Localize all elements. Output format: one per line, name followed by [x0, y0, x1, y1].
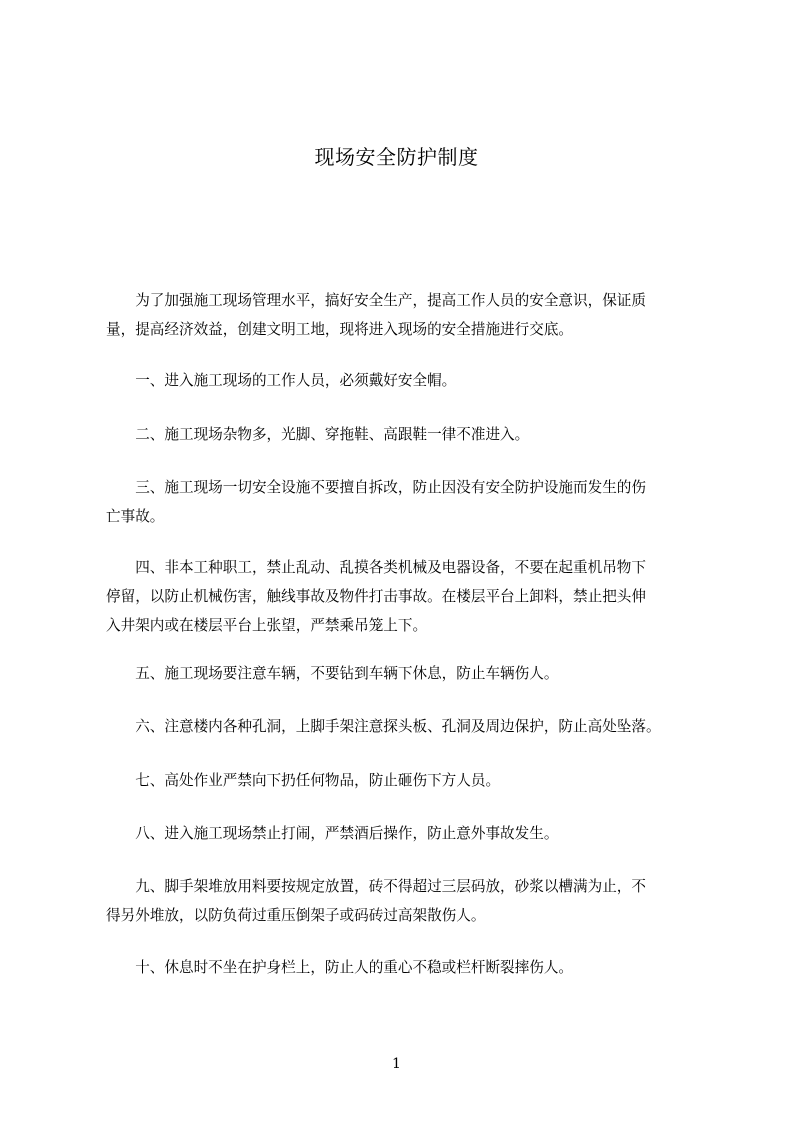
- paragraph-line: 二、施工现场杂物多，光脚、穿拖鞋、高跟鞋一律不准进入。: [106, 426, 530, 443]
- paragraph-line: 九、脚手架堆放用料要按规定放置，砖不得超过三层码放，砂浆以槽满为止，不: [106, 878, 646, 895]
- paragraph-line: 三、施工现场一切安全设施不要擅自拆改，防止因没有安全防护设施而发生的伤: [106, 479, 646, 496]
- paragraph-rule-4: [106, 553, 702, 640]
- paragraph-rule-5: [106, 659, 702, 688]
- paragraph-line: 入井架内或在楼层平台上张望，严禁乘吊笼上下。: [106, 617, 428, 634]
- paragraph-rule-8: [106, 819, 702, 848]
- paragraph-rule-2: [106, 420, 702, 449]
- paragraph-line: 六、注意楼内各种孔洞，上脚手架注意探头板、孔洞及周边保护，防止高处坠落。: [106, 718, 661, 735]
- paragraph-line: 得另外堆放，以防负荷过重压倒架子或码砖过高架散伤人。: [106, 907, 486, 924]
- paragraph-line: 四、非本工种职工，禁止乱动、乱摸各类机械及电器设备，不要在起重机吊物下: [106, 559, 646, 576]
- paragraph-rule-6: [106, 712, 702, 741]
- paragraph-rule-1: [106, 366, 702, 395]
- paragraph-rule-3: [106, 473, 702, 531]
- paragraph-line: 七、高处作业严禁向下扔任何物品，防止砸伤下方人员。: [106, 772, 501, 789]
- paragraph-line: 五、施工现场要注意车辆，不要钻到车辆下休息，防止车辆伤人。: [106, 665, 559, 682]
- paragraph-line: 亡事故。: [106, 508, 165, 525]
- paragraph-rule-9: [106, 872, 702, 930]
- paragraph-line: 一、进入施工现场的工作人员，必须戴好安全帽。: [106, 372, 457, 389]
- paragraph-line: 量，提高经济效益，创建文明工地，现将进入现场的安全措施进行交底。: [106, 321, 574, 338]
- paragraph-rule-7: [106, 766, 702, 795]
- paragraph-rule-10: [106, 953, 702, 982]
- paragraph-line: 八、进入施工现场禁止打闹，严禁酒后操作，防止意外事故发生。: [106, 825, 559, 842]
- paragraph-line: 为了加强施工现场管理水平，搞好安全生产，提高工作人员的安全意识，保证质: [106, 292, 646, 309]
- page-number: 1: [392, 1056, 401, 1072]
- document-title: 现场安全防护制度: [314, 145, 479, 169]
- paragraph-intro: [106, 286, 702, 344]
- paragraph-line: 停留，以防止机械伤害，触线事故及物件打击事故。在楼层平台上卸料，禁止把头伸: [106, 588, 646, 605]
- paragraph-line: 十、休息时不坐在护身栏上，防止人的重心不稳或栏杆断裂摔伤人。: [106, 959, 574, 976]
